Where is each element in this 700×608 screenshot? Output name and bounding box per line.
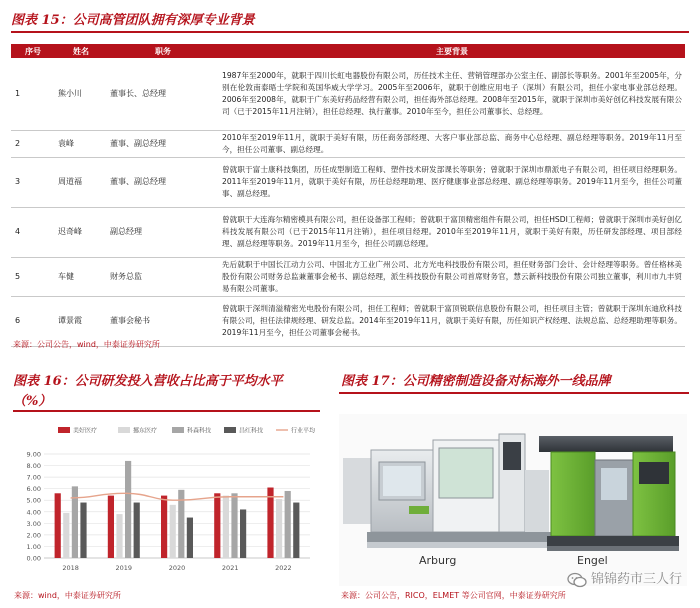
y-tick-label: 6.00 (26, 485, 41, 494)
bar-美好医疗 (267, 488, 273, 558)
y-tick-label: 8.00 (26, 462, 41, 471)
row-index: 4 (11, 207, 55, 257)
header-position: 职务 (107, 44, 219, 58)
fig17-title: 图表 17：公司精密制造设备对标海外一线品牌 (341, 374, 611, 389)
legend-swatch-挪东医疗 (118, 427, 130, 433)
x-tick-label: 2021 (221, 564, 239, 572)
bar-美好医疗 (55, 493, 61, 558)
row-name: 袁峰 (55, 130, 107, 157)
y-tick-label: 3.00 (26, 519, 41, 528)
legend-label-科森科技: 科森科技 (187, 427, 212, 435)
legend-swatch-科森科技 (172, 427, 184, 433)
legend-label-行业平均: 行业平均 (291, 427, 316, 435)
watermark (567, 568, 682, 588)
row-name: 迟奇峰 (55, 207, 107, 257)
row-name: 谭景霞 (55, 296, 107, 346)
legend-swatch-美好医疗 (58, 427, 70, 433)
row-background: 1987年至2000年，就职于四川长虹电器股份有限公司，历任技术主任、营销管理部办公室主任、副部长等职务。2001年至2005年，分别在伦敦南泰晤士学院和英国华威大学学习。2005年至2006年，就职于创维应用电子（深圳）有限公司，担任小家电事业部总经理。2006年至2008年，就职于广东美好药品经营有限公司，担任海外部总经理。2008年至2015年，就职于深圳市美好创亿科技发展有限公司（已于2015年11月注销），担任总经理、执行董事。2010年至今，担任公司董事长、总经理。 (219, 58, 685, 130)
rd-ratio-chart (14, 420, 318, 580)
row-background: 2010年至2019年11月，就职于美好有限，历任商务部经理、大客户事业部总监、商务中心总经理、副总经理等职务。2019年11月至今，担任公司董事、副总经理。 (219, 130, 685, 157)
row-background: 曾就职于深圳清溢精密光电股份有限公司，担任工程师；曾就职于富顶锐联信息股份有限公司，担任项目主管；曾就职于深圳东迪欣科技有限公司，担任法律规经理、研发总监。2014年至2019年11月，就职于美好有限，历任知识产权经理、法规总监、总经理助理等职务。2019年11月至今，担任公司董事会秘书。 (219, 296, 685, 346)
row-position: 副总经理 (107, 207, 219, 257)
fig16-title-rule (13, 410, 320, 412)
bar-挪东医疗 (116, 514, 122, 558)
bar-挪东医疗 (63, 513, 69, 558)
bar-挪东医疗 (170, 505, 176, 558)
bar-昌红科技 (240, 509, 246, 558)
fig15-title-rule (11, 31, 689, 33)
legend-swatch-昌红科技 (224, 427, 236, 433)
row-index: 5 (11, 257, 55, 296)
x-tick-label: 2019 (115, 564, 133, 572)
row-position: 财务总监 (107, 257, 219, 296)
row-name: 车健 (55, 257, 107, 296)
management-table (11, 44, 685, 347)
row-index: 2 (11, 130, 55, 157)
legend-label-美好医疗: 美好医疗 (73, 427, 98, 435)
bar-昌红科技 (187, 518, 193, 558)
row-position: 董事、副总经理 (107, 157, 219, 207)
legend-label-挪东医疗: 挪东医疗 (133, 427, 158, 435)
bar-科森科技 (285, 491, 291, 558)
row-background: 曾就职于富士康科技集团，历任成型制造工程师、塑件技术研发部课长等职务；曾就职于深圳市鼎派电子有限公司，担任项目经理职务。2011年至2019年11月，就职于美好有限，历任总经理助理、医疗健康事业部总经理、副总经理等职务。2019年11月至今，担任公司董事、副总经理。 (219, 157, 685, 207)
y-tick-label: 1.00 (26, 542, 41, 551)
wechat-icon (567, 572, 587, 588)
table-row (11, 130, 685, 157)
machines-illustration (339, 414, 687, 586)
x-tick-label: 2022 (275, 564, 292, 572)
arburg-machine (343, 434, 553, 548)
bar-美好医疗 (108, 496, 114, 558)
row-position: 董事、副总经理 (107, 130, 219, 157)
row-name: 熊小川 (55, 58, 107, 130)
fig16-title-unit: （%） (13, 394, 52, 409)
watermark-text: 锦锦药市三人行 (590, 572, 682, 587)
bar-美好医疗 (214, 493, 220, 558)
brand-label-arburg: Arburg (419, 554, 457, 567)
row-index: 3 (11, 157, 55, 207)
header-name: 姓名 (55, 44, 107, 58)
bar-昌红科技 (293, 503, 299, 558)
row-position: 董事会秘书 (107, 296, 219, 346)
fig16-title: 图表 16：公司研发投入营收占比高于平均水平 (13, 374, 283, 389)
y-tick-label: 2.00 (26, 531, 41, 540)
row-index: 1 (11, 58, 55, 130)
row-position: 董事长、总经理 (107, 58, 219, 130)
bar-科森科技 (125, 461, 131, 558)
row-background: 曾就职于大连海尔精密模具有限公司，担任设备部工程师；曾就职于富顶精密组件有限公司，担任HSDI工程师；曾就职于深圳市美好创亿科技发展有限公司（已于2015年11月注销），担任项目经理。2010年至2019年11月，就职于美好有限，历任研发部经理、项目部经理、副总经理等职务。2019年11月至今，担任公司副总经理。 (219, 207, 685, 257)
machine-photo (339, 414, 687, 586)
x-tick-label: 2018 (62, 564, 79, 572)
table-row (11, 58, 685, 130)
fig16-source: 来源：wind，中泰证券研究所 (14, 591, 121, 600)
y-tick-label: 0.00 (26, 554, 41, 563)
row-index: 6 (11, 296, 55, 346)
engel-machine (539, 436, 679, 551)
header-index: 序号 (11, 44, 55, 58)
bar-科森科技 (231, 493, 237, 558)
bar-挪东医疗 (223, 496, 229, 558)
bar-昌红科技 (80, 503, 86, 558)
legend-label-昌红科技: 昌红科技 (239, 427, 264, 435)
table-row (11, 207, 685, 257)
fig17-title-rule (339, 392, 689, 394)
y-tick-label: 7.00 (26, 473, 41, 482)
y-tick-label: 5.00 (26, 496, 41, 505)
bar-昌红科技 (134, 503, 140, 558)
brand-label-engel: Engel (577, 554, 608, 567)
line-行业平均 (71, 493, 284, 500)
bar-美好医疗 (161, 496, 167, 558)
fig17-source: 来源：公司公告，RICO，ELMET 等公司官网，中泰证券研究所 (341, 591, 566, 600)
header-background: 主要背景 (219, 44, 685, 58)
y-tick-label: 4.00 (26, 508, 41, 517)
fig15-title: 图表 15：公司高管团队拥有深厚专业背景 (11, 13, 255, 28)
fig15-source: 来源：公司公告，wind，中泰证券研究所 (13, 340, 160, 349)
x-tick-label: 2020 (168, 564, 186, 572)
row-name: 周道福 (55, 157, 107, 207)
table-row (11, 157, 685, 207)
row-background: 先后就职于中国长江动力公司、中国北方工业广州公司、北方光电科技股份有限公司，担任财务部门会计、会计经理等职务。曾任格林美股份有限公司财务总监兼董事会秘书、副总经理，派生科技股份有限公司首席财务官，慧云新科技股份有限公司独立董事，利川市九丰贸易有限公司董事。 (219, 257, 685, 296)
table-header-row (11, 44, 685, 58)
y-tick-label: 9.00 (26, 450, 41, 459)
bar-挪东医疗 (276, 499, 282, 558)
table-row (11, 257, 685, 296)
